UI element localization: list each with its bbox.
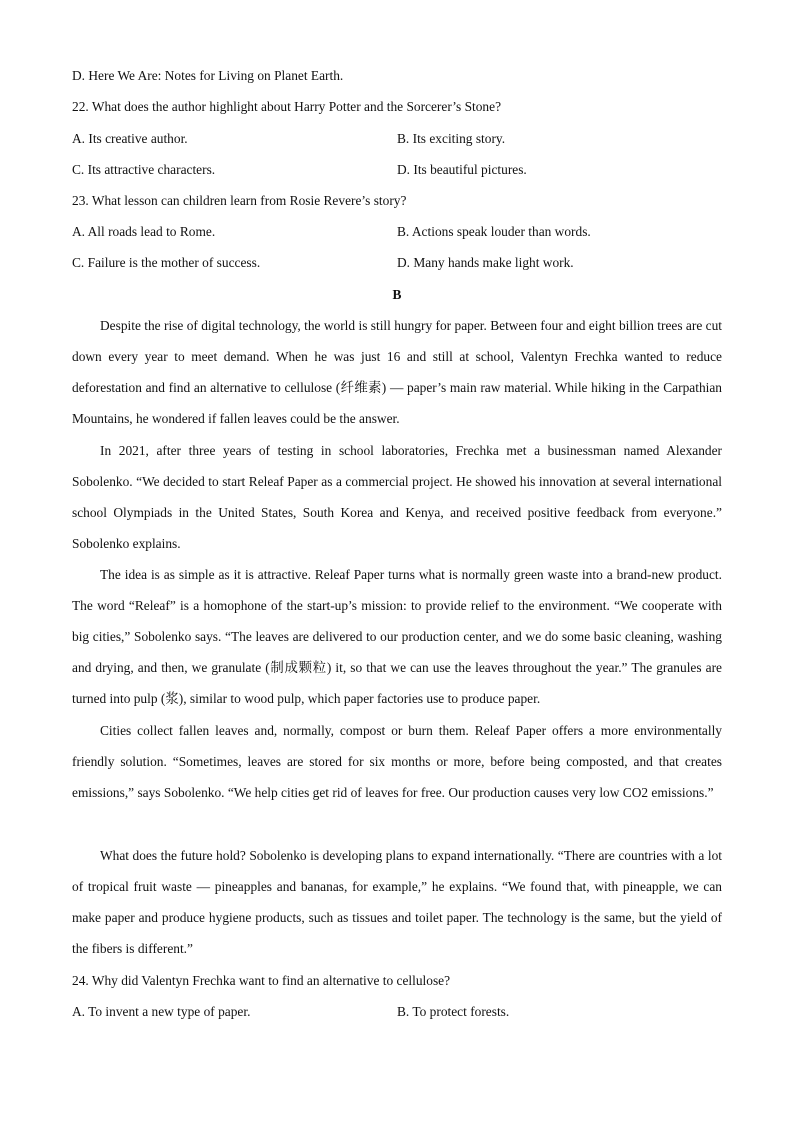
passage-paragraph-2: In 2021, after three years of testing in school laboratories, Frechka met a businessman named Alexander Sobolenko. “We decided to start Releaf Paper as a commercial project. He showed his innovation at several international school Olympiads in the United States, South Korea and Kenya, and received positive feedback from everyone.” Sobolenko explains. xyxy=(72,443,722,551)
q22-option-a: A. Its creative author. xyxy=(72,131,188,146)
section-title: B xyxy=(392,287,402,302)
q23-option-b: B. Actions speak louder than words. xyxy=(397,224,591,239)
passage-paragraph-3: The idea is as simple as it is attractive. Releaf Paper turns what is normally green waste into a brand-new product. The word “Releaf” is a homophone of the start-up’s mission: to provide relief to the environment. “We cooperate with big cities,” Sobolenko says. “The leaves are delivered to our production center, and we do some basic cleaning, washing and drying, and then, we granulate (制成颗粒) it, so that we can use the leaves throughout the year.” The granules are turned into pulp (浆), similar to wood pulp, which paper factories use to produce paper. xyxy=(72,567,722,706)
question-23: 23. What lesson can children learn from Rosie Revere’s story? xyxy=(72,193,407,208)
q24-option-a: A. To invent a new type of paper. xyxy=(72,1004,251,1019)
passage-paragraph-5: What does the future hold? Sobolenko is developing plans to expand internationally. “There are countries with a lot of tropical fruit waste — pineapples and bananas, for example,” he explains. “We found that, with pineapple, we can make paper and produce hygiene products, such as tissues and toilet paper. The technology is the same, but the yield of the fibers is different.” xyxy=(72,848,722,956)
passage-paragraph-4: Cities collect fallen leaves and, normally, compost or burn them. Releaf Paper offers a more environmentally friendly solution. “Sometimes, leaves are stored for six months or more, before being composted, and that creates emissions,” says Sobolenko. “We help cities get rid of leaves for free. Our production causes very low CO2 emissions.” xyxy=(72,723,722,800)
question-22: 22. What does the author highlight about Harry Potter and the Sorcerer’s Stone? xyxy=(72,99,502,114)
q23-option-a: A. All roads lead to Rome. xyxy=(72,224,216,239)
q21-option-d: D. Here We Are: Notes for Living on Planet Earth. xyxy=(72,68,344,83)
q22-option-c: C. Its attractive characters. xyxy=(72,162,216,177)
q24-option-b: B. To protect forests. xyxy=(397,1004,510,1019)
q22-option-d: D. Its beautiful pictures. xyxy=(397,162,527,177)
q22-option-b: B. Its exciting story. xyxy=(397,131,506,146)
passage-paragraph-1: Despite the rise of digital technology, the world is still hungry for paper. Between four and eight billion trees are cut down every year to meet demand. When he was just 16 and still at school, Valentyn Frechka wanted to reduce deforestation and find an alternative to cellulose (纤维素) — paper’s main raw material. While hiking in the Carpathian Mountains, he wondered if fallen leaves could be the answer. xyxy=(72,318,722,426)
q23-option-d: D. Many hands make light work. xyxy=(397,255,574,270)
q23-option-c: C. Failure is the mother of success. xyxy=(72,255,261,270)
question-24: 24. Why did Valentyn Frechka want to find an alternative to cellulose? xyxy=(72,973,451,988)
